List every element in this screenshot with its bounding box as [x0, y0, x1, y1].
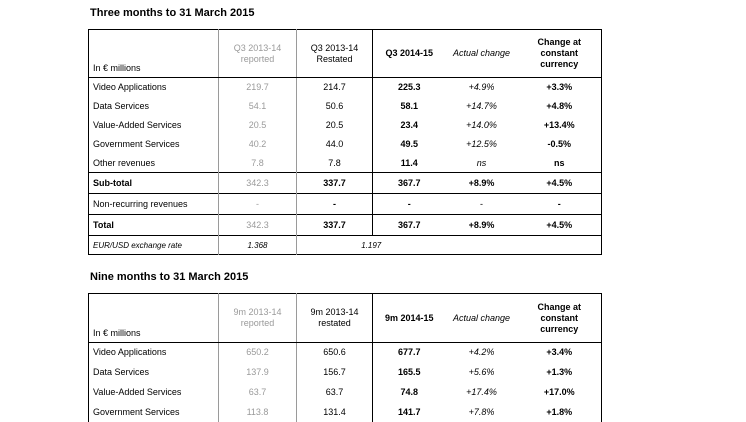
cell-reported: - [219, 194, 297, 215]
row-label: Government Services [93, 139, 180, 149]
row-label: Data Services [93, 101, 150, 111]
col-reported-header: 9m 2013-14 reported [219, 294, 297, 343]
cell-restated: - [297, 194, 373, 215]
nonrecurring-row [89, 194, 602, 215]
cell-actual: +12.5% [466, 139, 497, 149]
q3-section-title: Three months to 31 March 2015 [90, 7, 255, 19]
row-label: Sub-total [89, 173, 219, 194]
row-label: Government Services [93, 406, 180, 417]
cell-constant: +17.0% [543, 386, 575, 397]
cell-constant: ns [553, 157, 565, 168]
table-row [89, 135, 602, 154]
cell-restated: 650.6 [297, 343, 373, 362]
col-actual-header: Actual change [446, 294, 518, 343]
nine-revenue-table [88, 293, 602, 422]
cell-actual: ns [476, 157, 487, 168]
cell-actual: +14.7% [466, 101, 497, 111]
table-header-row [89, 294, 602, 343]
cell-actual: +17.4% [466, 386, 497, 397]
cell-constant: +4.5% [518, 173, 602, 194]
col-constant-header: Change at constant currency [518, 30, 602, 78]
cell-restated: 50.6 [297, 97, 373, 116]
cell-restated: 7.8 [297, 154, 373, 173]
col-reported-header: Q3 2013-14 reported [219, 30, 297, 78]
nine-section-title: Nine months to 31 March 2015 [90, 271, 249, 283]
cell-constant: +1.3% [546, 366, 573, 377]
col-constant-header: Change at constant currency [518, 294, 602, 343]
col-actual-header: Actual change [446, 30, 518, 78]
cell-reported: 342.3 [219, 215, 297, 236]
row-label: Other revenues [93, 157, 156, 168]
cell-restated: 337.7 [297, 173, 373, 194]
cell-current: 74.8 [400, 386, 419, 397]
cell-actual: - [446, 194, 518, 215]
row-label: Video Applications [93, 347, 167, 358]
cell-actual: +14.0% [466, 120, 497, 130]
cell-constant: +4.5% [518, 215, 602, 236]
cell-reported: 342.3 [219, 173, 297, 194]
cell-constant: +13.4% [543, 120, 575, 130]
table-header-row [89, 30, 602, 78]
cell-restated: 44.0 [297, 135, 373, 154]
col-restated-header: 9m 2013-14 restated [297, 294, 373, 343]
cell-reported: 63.7 [219, 382, 297, 402]
cell-current: 367.7 [373, 215, 446, 236]
cell-reported: 20.5 [219, 116, 297, 135]
fx-label: EUR/USD exchange rate [89, 236, 219, 255]
subtotal-row [89, 173, 602, 194]
cell-current: 11.4 [400, 157, 418, 168]
table-row [89, 116, 602, 135]
table-row [89, 78, 602, 97]
cell-reported: 137.9 [219, 362, 297, 382]
cell-current: 23.4 [400, 120, 419, 130]
cell-current: 225.3 [397, 82, 421, 93]
cell-reported: 219.7 [219, 78, 297, 97]
fx-empty-cell [518, 236, 602, 255]
cell-reported: 113.8 [219, 402, 297, 422]
table-row [89, 154, 602, 173]
cell-current: 165.5 [397, 366, 421, 377]
cell-restated: 214.7 [297, 78, 373, 97]
col-current-header: Q3 2014-15 [373, 30, 446, 78]
cell-current: 677.7 [397, 347, 421, 358]
cell-current: 367.7 [373, 173, 446, 194]
col-current-header: 9m 2014-15 [373, 294, 446, 343]
row-label: Value-Added Services [93, 386, 182, 397]
cell-restated: 131.4 [297, 402, 373, 422]
cell-current: - [373, 194, 446, 215]
total-row [89, 215, 602, 236]
cell-reported: 40.2 [219, 135, 297, 154]
row-label: Data Services [93, 366, 150, 377]
cell-constant: -0.5% [547, 139, 571, 149]
cell-current: 58.1 [400, 101, 419, 111]
cell-constant: +1.8% [546, 406, 573, 417]
cell-reported: 54.1 [219, 97, 297, 116]
q3-revenue-table [88, 29, 602, 255]
unit-label: In € millions [89, 294, 219, 343]
cell-restated: 63.7 [297, 382, 373, 402]
cell-actual: +4.2% [468, 347, 495, 358]
row-label: Non-recurring revenues [89, 194, 219, 215]
cell-actual: +8.9% [446, 173, 518, 194]
cell-restated: 337.7 [297, 215, 373, 236]
row-label: Video Applications [93, 82, 167, 93]
table-row [89, 97, 602, 116]
cell-actual: +7.8% [468, 406, 495, 417]
row-label: Value-Added Services [93, 120, 182, 130]
fx-current: 1.197 [297, 236, 446, 255]
cell-constant: +3.3% [546, 82, 573, 93]
fx-row [89, 236, 602, 255]
cell-reported: 650.2 [219, 343, 297, 362]
cell-restated: 156.7 [297, 362, 373, 382]
row-label: Total [89, 215, 219, 236]
cell-actual: +8.9% [446, 215, 518, 236]
table-row [89, 362, 602, 382]
cell-current: 49.5 [400, 139, 419, 149]
cell-constant: +3.4% [546, 347, 573, 358]
unit-label: In € millions [89, 30, 219, 78]
cell-constant: +4.8% [546, 101, 573, 111]
table-row [89, 382, 602, 402]
fx-reported: 1.368 [219, 236, 297, 255]
fx-empty-cell [446, 236, 518, 255]
cell-actual: +4.9% [468, 82, 495, 93]
cell-restated: 20.5 [297, 116, 373, 135]
cell-reported: 7.8 [219, 154, 297, 173]
table-row [89, 343, 602, 362]
cell-actual: +5.6% [468, 366, 495, 377]
cell-current: 141.7 [397, 406, 421, 417]
cell-constant: - [518, 194, 602, 215]
col-restated-header: Q3 2013-14 Restated [297, 30, 373, 78]
